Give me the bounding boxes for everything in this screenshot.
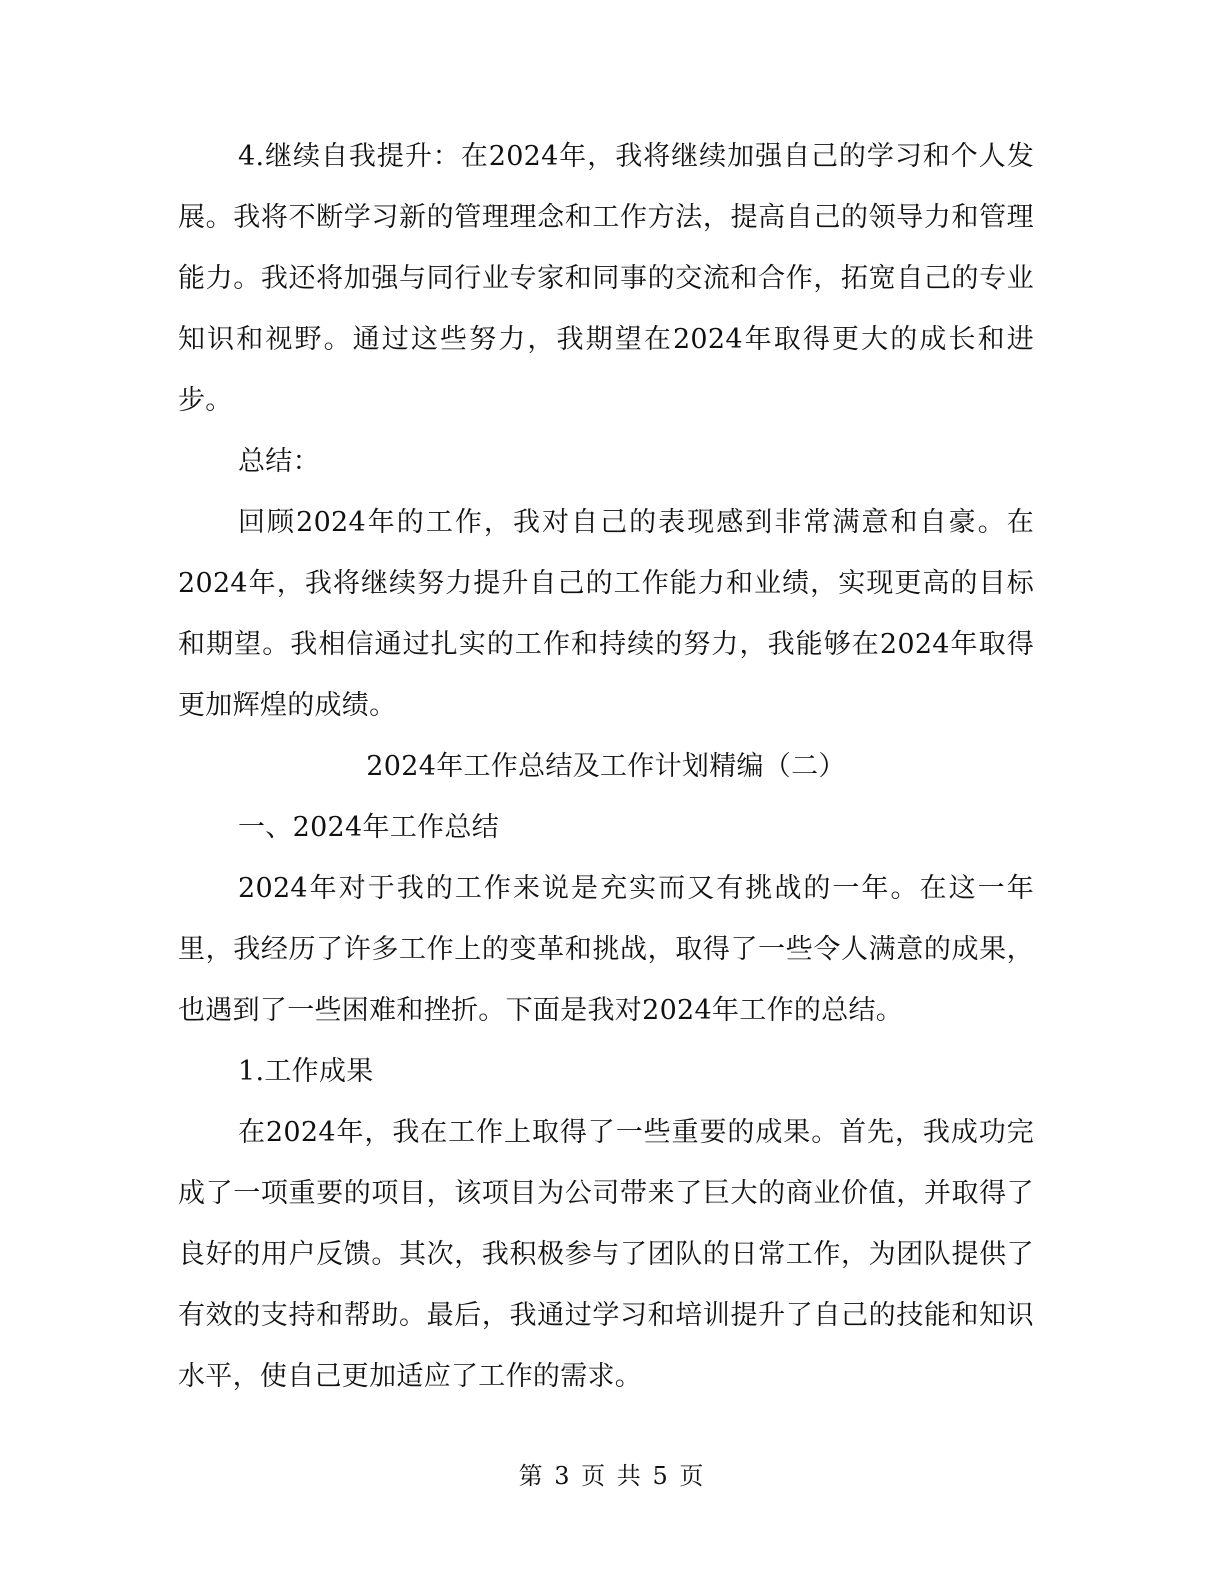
page-number-footer: 第 3 页 共 5 页: [518, 1462, 706, 1490]
paragraph-work-overview: 2024年对于我的工作来说是充实而又有挑战的一年。在这一年里，我经历了许多工作上的变革和挑战，取得了一些令人满意的成果，也遇到了一些困难和挫折。下面是我对2024年工作的总结。: [178, 873, 1034, 1026]
paragraph-summary: 回顾2024年的工作，我对自己的表现感到非常满意和自豪。在2024年，我将继续努力提升自己的工作能力和业绩，实现更高的目标和期望。我相信通过扎实的工作和持续的努力，我能够在2024年取得更加辉煌的成绩。: [178, 507, 1034, 721]
subsection-heading: 一、2024年工作总结: [238, 812, 500, 843]
document-body: [178, 126, 1034, 1407]
summary-heading: 总结：: [238, 446, 320, 477]
item-heading-work-results: 1.工作成果: [238, 1056, 374, 1087]
section-title: 2024年工作总结及工作计划精编（二）: [366, 751, 846, 782]
paragraph-work-results: 在2024年，我在工作上取得了一些重要的成果。首先，我成功完成了一项重要的项目，该项目为公司带来了巨大的商业价值，并取得了良好的用户反馈。其次，我积极参与了团队的日常工作，为团队提供了有效的支持和帮助。最后，我通过学习和培训提升了自己的技能和知识水平，使自己更加适应了工作的需求。: [178, 1117, 1034, 1392]
paragraph-self-improvement: 4.继续自我提升：在2024年，我将继续加强自己的学习和个人发展。我将不断学习新的管理理念和工作方法，提高自己的领导力和管理能力。我还将加强与同行业专家和同事的交流和合作，拓宽自己的专业知识和视野。通过这些努力，我期望在2024年取得更大的成长和进步。: [178, 141, 1034, 416]
